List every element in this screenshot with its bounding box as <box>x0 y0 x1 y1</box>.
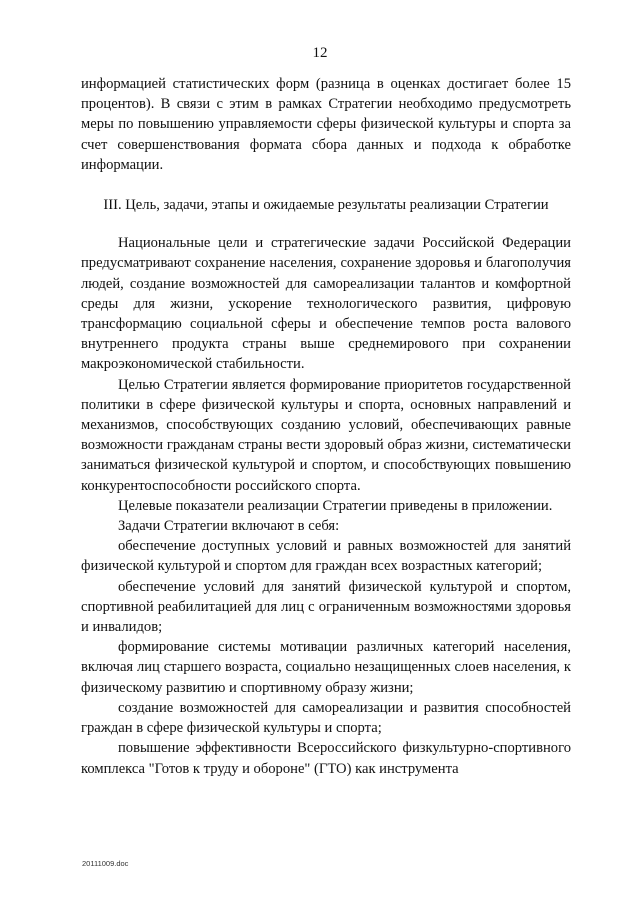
paragraph: Национальные цели и стратегические задачи Российской Федерации предусматривают сохранение населения, сохранение здоровья и благополучия людей, создание возможностей для самореализации талантов и комфортной среды для жизни, ускорение технологического развития, цифровую трансформацию социальной сферы и обеспечение темпов роста валового внутреннего продукта страны выше среднемирового при сохранении макроэкономической стабильности. <box>81 235 571 373</box>
paragraph-continuation: информацией статистических форм (разница в оценках достигает более 15 процентов). В связи с этим в рамках Стратегии необходимо предусмотреть меры по повышению управляемости сферы физической культуры и спорта за счет совершенствования формата сбора данных и подхода к обработке информации. <box>81 76 571 173</box>
footer-filename: 20111009.doc <box>82 859 129 868</box>
paragraph: Целью Стратегии является формирование приоритетов государственной политики в сфере физической культуры и спорта, основных направлений и механизмов, способствующих созданию условий, обеспечивающих равные возможности гражданам страны вести здоровый образ жизни, систематически заниматься физической культурой и спортом, и способствующих повышению конкурентоспособности российского спорта. <box>81 376 571 494</box>
list-item: создание возможностей для самореализации и развития способностей граждан в сфере физической культуры и спорта; <box>81 699 571 737</box>
list-item: повышение эффективности Всероссийского физкультурно-спортивного комплекса "Готов к труду и обороне" (ГТО) как инструмента <box>81 740 571 777</box>
paragraph: Целевые показатели реализации Стратегии приведены в приложении. <box>118 497 553 514</box>
list-item: обеспечение условий для занятий физической культурой и спортом, спортивной реабилитацией для лиц с ограниченным возможностями здоровья и инвалидов; <box>81 578 571 636</box>
paragraph: Задачи Стратегии включают в себя: <box>118 518 340 535</box>
list-item: обеспечение доступных условий и равных возможностей для занятий физической культурой и спортом для граждан всех возрастных категорий; <box>81 538 571 575</box>
section-heading: III. Цель, задачи, этапы и ожидаемые результаты реализации Стратегии <box>103 197 549 214</box>
list-item: формирование системы мотивации различных категорий населения, включая лиц старшего возраста, социально незащищенных слоев населения, к физическому развитию и спортивному образу жизни; <box>81 639 571 696</box>
document-body <box>81 74 571 779</box>
page-number: 12 <box>312 45 328 61</box>
